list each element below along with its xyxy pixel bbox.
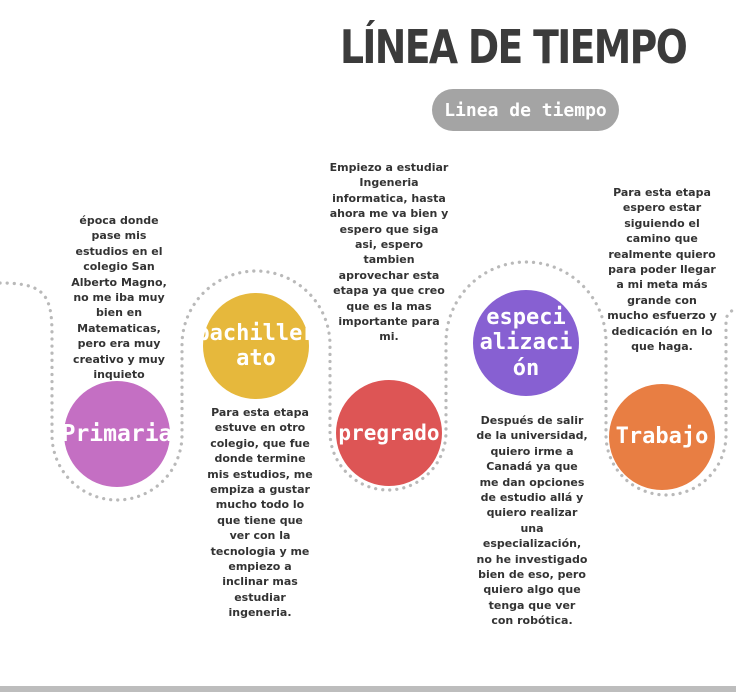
stage-description-bachillerato: Para esta etapa estuve en otro colegio, que fue donde termine mis estudios, me empiza a gustar mucho todo lo que tiene que ver con la tecnologia y me empiezo a inclinar mas estudiar ingeneria. [207,406,313,620]
stage-description-primaria: época donde pase mis estudios en el colegio San Alberto Magno, no me iba muy bien en Matematicas, pero era muy creativo y muy inquieto [71,214,167,382]
stage-label-pregrado: pregrado [338,420,440,445]
stage-circle-trabajo [609,384,715,490]
stage-circle-pregrado [336,380,442,486]
stage-description-trabajo: Para esta etapa espero estar siguiendo el camino que realmente quiero para poder llegar a mi meta más grande con mucho esfuerzo y dedicación en lo que haga. [607,186,717,354]
subtitle-badge: Linea de tiempo [432,89,619,131]
stage-description-especializacion: Después de salir de la universidad, quiero irme a Canadá ya que me dan opciones de estudio allá y quiero realizar una especialización, no he investigado bien de eso, pero quiero algo que tenga que ver con robótica. [476,414,588,628]
stage-label-primaria: Primaria [61,420,173,447]
bottom-divider [0,686,736,692]
stage-label-trabajo: Trabajo [615,424,709,450]
stage-label-bachillerato: bachiller ato [196,320,316,371]
stage-circle-especializacion [473,290,579,396]
stage-circle-primaria [61,381,173,487]
page-title: LÍNEA DE TIEMPO [340,20,687,74]
stage-label-especializacion: especi alizaci ón [479,305,573,381]
stage-circle-bachillerato [196,293,316,399]
stage-description-pregrado: Empiezo a estudiar Ingeneria informatica, hasta ahora me va bien y espero que siga asi, espero tambien aprovechar esta etapa ya que creo que es la mas importante para mi. [329,161,449,344]
